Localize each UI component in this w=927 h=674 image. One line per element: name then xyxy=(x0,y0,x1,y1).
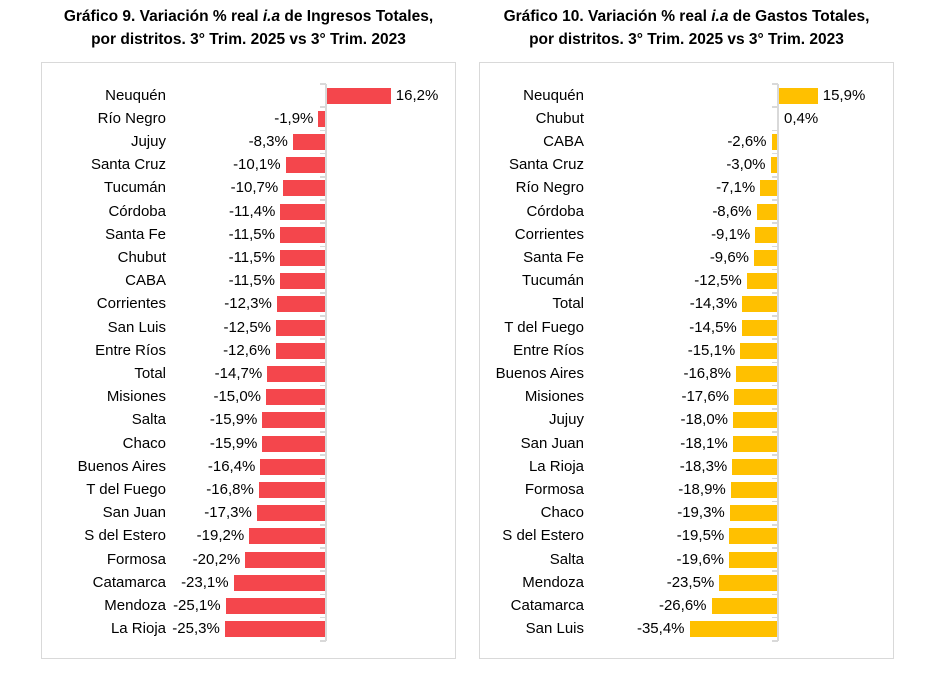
category-label: Santa Fe xyxy=(105,225,166,243)
category-label: CABA xyxy=(543,133,584,150)
value-label: -7,1% xyxy=(716,179,756,197)
bar xyxy=(286,157,326,173)
value-label: -19,2% xyxy=(196,527,245,545)
value-label: -18,0% xyxy=(680,411,728,429)
value-label: -19,6% xyxy=(676,550,724,568)
category-label: Río Negro xyxy=(515,179,584,197)
category-label: Catamarca xyxy=(92,573,166,591)
category-label: Salta xyxy=(549,550,584,568)
bar xyxy=(280,273,326,289)
bar xyxy=(276,343,326,359)
value-label: -19,3% xyxy=(677,504,725,522)
value-label: -15,0% xyxy=(213,388,261,406)
category-label: T del Fuego xyxy=(504,318,584,336)
category-label: Santa Cruz xyxy=(508,156,584,174)
category-label: Santa Fe xyxy=(523,249,584,266)
value-label: -20,2% xyxy=(192,550,241,568)
value-label: -26,6% xyxy=(658,597,707,614)
category-label: La Rioja xyxy=(110,620,166,638)
bar xyxy=(742,296,778,312)
category-label: T del Fuego xyxy=(86,481,166,498)
bar xyxy=(267,366,326,382)
category-label: Formosa xyxy=(106,550,166,568)
chart9-panel xyxy=(41,62,456,659)
value-label: -2,6% xyxy=(727,133,767,150)
category-label: Mendoza xyxy=(104,597,166,614)
bar xyxy=(742,320,778,336)
category-label: San Luis xyxy=(107,318,166,336)
bar xyxy=(740,343,778,359)
bar xyxy=(732,459,778,475)
value-label: -16,8% xyxy=(206,481,254,498)
category-label: Jujuy xyxy=(548,411,584,429)
value-label: -11,4% xyxy=(228,202,276,220)
category-label: Total xyxy=(552,295,584,313)
category-label: Tucumán xyxy=(104,179,166,197)
bar xyxy=(225,621,326,637)
value-label: -9,6% xyxy=(709,249,749,266)
bar xyxy=(280,204,326,220)
bar xyxy=(755,227,778,243)
value-label: -8,6% xyxy=(712,202,752,220)
value-label: -18,3% xyxy=(679,457,728,475)
value-label: -14,5% xyxy=(689,318,737,336)
value-label: -11,5% xyxy=(228,225,275,243)
category-label: S del Estero xyxy=(84,527,166,545)
value-label: -12,6% xyxy=(223,341,271,359)
chart9-title xyxy=(41,5,456,51)
bar xyxy=(226,598,326,614)
chart10-title-suffix: de Gastos Totales, xyxy=(728,8,870,25)
chart9-title-prefix: Gráfico 9. Variación % real xyxy=(63,8,263,25)
category-label: Salta xyxy=(131,411,166,429)
category-label: Catamarca xyxy=(510,597,584,614)
bar xyxy=(754,250,778,266)
category-label: CABA xyxy=(125,272,166,290)
chart9-title-line2: por distritos. 3° Trim. 2025 vs 3° Trim. 2023 xyxy=(91,31,406,48)
bar xyxy=(712,598,779,614)
chart9-title-suffix: de Ingresos Totales, xyxy=(280,8,434,25)
value-label: -15,9% xyxy=(209,411,258,429)
value-label: 15,9% xyxy=(822,86,866,104)
value-label: -17,6% xyxy=(681,388,729,406)
chart10-title-prefix: Gráfico 10. Variación % real xyxy=(503,8,712,25)
value-label: -12,3% xyxy=(224,295,272,313)
category-label: San Juan xyxy=(102,504,166,522)
bar xyxy=(747,273,778,289)
bar xyxy=(249,528,326,544)
value-label: -18,9% xyxy=(678,481,726,498)
value-label: 16,2% xyxy=(395,86,439,104)
value-label: -14,3% xyxy=(689,295,738,313)
category-label: Mendoza xyxy=(522,573,584,591)
category-label: Entre Ríos xyxy=(513,341,584,359)
category-label: Corrientes xyxy=(96,295,166,313)
value-label: -11,5% xyxy=(228,249,275,266)
value-label: -12,5% xyxy=(694,272,742,290)
value-label: 0,4% xyxy=(784,109,819,127)
bar xyxy=(276,320,326,336)
bar xyxy=(283,180,326,196)
value-label: -12,5% xyxy=(223,318,271,336)
bar xyxy=(266,389,326,405)
bar xyxy=(245,552,326,568)
bar xyxy=(262,436,326,452)
axis-line xyxy=(325,84,327,641)
category-label: S del Estero xyxy=(502,527,584,545)
value-label: -35,4% xyxy=(636,620,685,638)
category-label: Jujuy xyxy=(130,133,166,150)
bar xyxy=(257,505,326,521)
category-label: Chaco xyxy=(122,434,166,452)
value-label: -11,5% xyxy=(228,272,275,290)
bar xyxy=(260,459,326,475)
chart9-title-line1 xyxy=(41,5,456,28)
bar xyxy=(729,552,778,568)
value-label: -10,7% xyxy=(230,179,279,197)
value-label: -15,9% xyxy=(209,434,258,452)
bar xyxy=(730,505,778,521)
chart10-title-line1 xyxy=(479,5,894,28)
value-label: -23,1% xyxy=(181,573,229,591)
value-label: -25,3% xyxy=(172,620,220,638)
category-label: Chaco xyxy=(540,504,584,522)
category-label: La Rioja xyxy=(528,457,584,475)
chart10-title-italic: i.a xyxy=(711,8,729,25)
bar xyxy=(729,528,778,544)
bar xyxy=(277,296,326,312)
bar xyxy=(259,482,326,498)
value-label: -1,9% xyxy=(274,109,314,127)
value-label: -23,5% xyxy=(666,573,715,591)
bar xyxy=(778,88,818,104)
category-label: Santa Cruz xyxy=(90,156,166,174)
value-label: -17,3% xyxy=(204,504,252,522)
bar xyxy=(326,88,391,104)
category-label: Río Negro xyxy=(97,109,166,127)
category-label: Córdoba xyxy=(526,202,584,220)
bar xyxy=(733,436,778,452)
value-label: -10,1% xyxy=(233,156,281,174)
value-label: -16,8% xyxy=(683,365,731,382)
category-label: San Juan xyxy=(520,434,584,452)
category-label: Córdoba xyxy=(108,202,166,220)
bar xyxy=(760,180,778,196)
value-label: -8,3% xyxy=(248,133,288,150)
chart10-panel xyxy=(479,62,894,659)
value-label: -25,1% xyxy=(173,597,221,614)
category-label: Buenos Aires xyxy=(77,457,166,475)
category-label: Misiones xyxy=(524,388,584,406)
category-label: Chubut xyxy=(117,249,166,266)
value-label: -16,4% xyxy=(207,457,256,475)
bar xyxy=(719,575,778,591)
chart10-title xyxy=(479,5,894,51)
value-label: -15,1% xyxy=(687,341,736,359)
bar xyxy=(293,134,326,150)
value-label: -14,7% xyxy=(214,365,263,382)
chart9-title-italic: i.a xyxy=(262,8,281,25)
bar xyxy=(736,366,778,382)
value-label: -18,1% xyxy=(680,434,728,452)
category-label: Tucumán xyxy=(522,272,584,290)
value-label: -3,0% xyxy=(726,156,766,174)
value-label: -9,1% xyxy=(711,225,751,243)
category-label: Chubut xyxy=(535,109,584,127)
bar xyxy=(280,227,326,243)
category-label: San Luis xyxy=(525,620,584,638)
bar xyxy=(280,250,326,266)
category-label: Buenos Aires xyxy=(495,365,584,382)
category-label: Formosa xyxy=(524,481,584,498)
bar xyxy=(690,621,779,637)
category-label: Neuquén xyxy=(523,86,584,104)
bar xyxy=(731,482,778,498)
bar xyxy=(262,412,326,428)
category-label: Corrientes xyxy=(514,225,584,243)
axis-line xyxy=(777,84,779,641)
category-label: Total xyxy=(134,365,166,382)
chart10-title-line2: por distritos. 3° Trim. 2025 vs 3° Trim. 2023 xyxy=(529,31,844,48)
bar xyxy=(733,412,778,428)
category-label: Entre Ríos xyxy=(95,341,166,359)
bar xyxy=(734,389,778,405)
category-label: Neuquén xyxy=(105,86,166,104)
value-label: -19,5% xyxy=(676,527,725,545)
category-label: Misiones xyxy=(106,388,166,406)
bar xyxy=(757,204,779,220)
bar xyxy=(234,575,326,591)
